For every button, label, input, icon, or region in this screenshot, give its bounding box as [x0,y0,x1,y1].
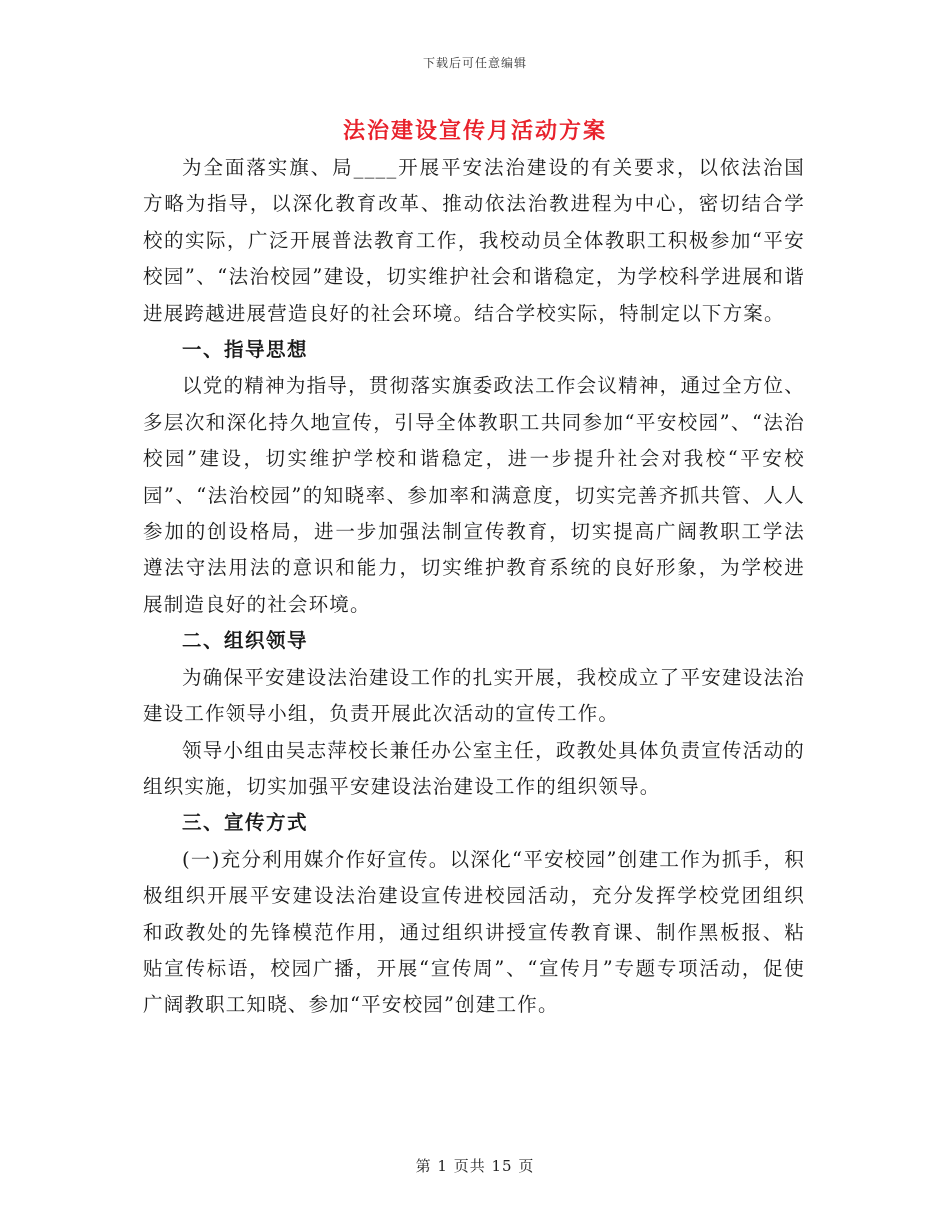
section-paragraph: 领导小组由吴志萍校长兼任办公室主任，政教处具体负责宣传活动的组织实施，切实加强平安建设法治建设工作的组织领导。 [143,738,805,798]
document-body [143,150,805,1024]
header-note: 下载后可任意编辑 [422,56,527,70]
section-paragraph: 以党的精神为指导，贯彻落实旗委政法工作会议精神，通过全方位、多层次和深化持久地宣传，引导全体教职工共同参加“平安校园”、“法治校园”建设，切实维护学校和谐稳定，进一步提升社会对我校“平安校园”、“法治校园”的知晓率、参加率和满意度，切实完善齐抓共管、人人参加的创设格局，进一步加强法制宣传教育，切实提高广阔教职工学法遵法守法用法的意识和能力，切实维护教育系统的良好形象，为学校进展制造良好的社会环境。 [143,374,805,616]
section-heading-publicity-methods: 三、宣传方式 [182,811,309,835]
section-heading-organization: 二、组织领导 [182,629,309,653]
document-title: 法治建设宣传月活动方案 [342,118,607,144]
intro-paragraph: 为全面落实旗、局____开展平安法治建设的有关要求，以依法治国方略为指导，以深化教育改革、推动依法治教进程为中心，密切结合学校的实际，广泛开展普法教育工作，我校动员全体教职工积极参加“平安校园”、“法治校园”建设，切实维护社会和谐稳定，为学校科学进展和谐进展跨越进展营造良好的社会环境。结合学校实际，特制定以下方案。 [143,156,805,325]
section-paragraph: 为确保平安建设法治建设工作的扎实开展，我校成立了平安建设法治建设工作领导小组，负责开展此次活动的宣传工作。 [143,665,805,726]
section-paragraph: (一)充分利用媒介作好宣传。以深化“平安校园”创建工作为抓手，积极组织开展平安建设法治建设宣传进校园活动，充分发挥学校党团组织和政教处的先锋模范作用，通过组织讲授宣传教育课、制作黑板报、粘贴宣传标语，校园广播，开展“宣传周”、“宣传月”专题专项活动，促使广阔教职工知晓、参加“平安校园”创建工作。 [143,847,805,1017]
page-number: 第 1 页共 15 页 [415,1157,535,1175]
section-heading-guiding-ideology: 一、指导思想 [182,338,309,362]
